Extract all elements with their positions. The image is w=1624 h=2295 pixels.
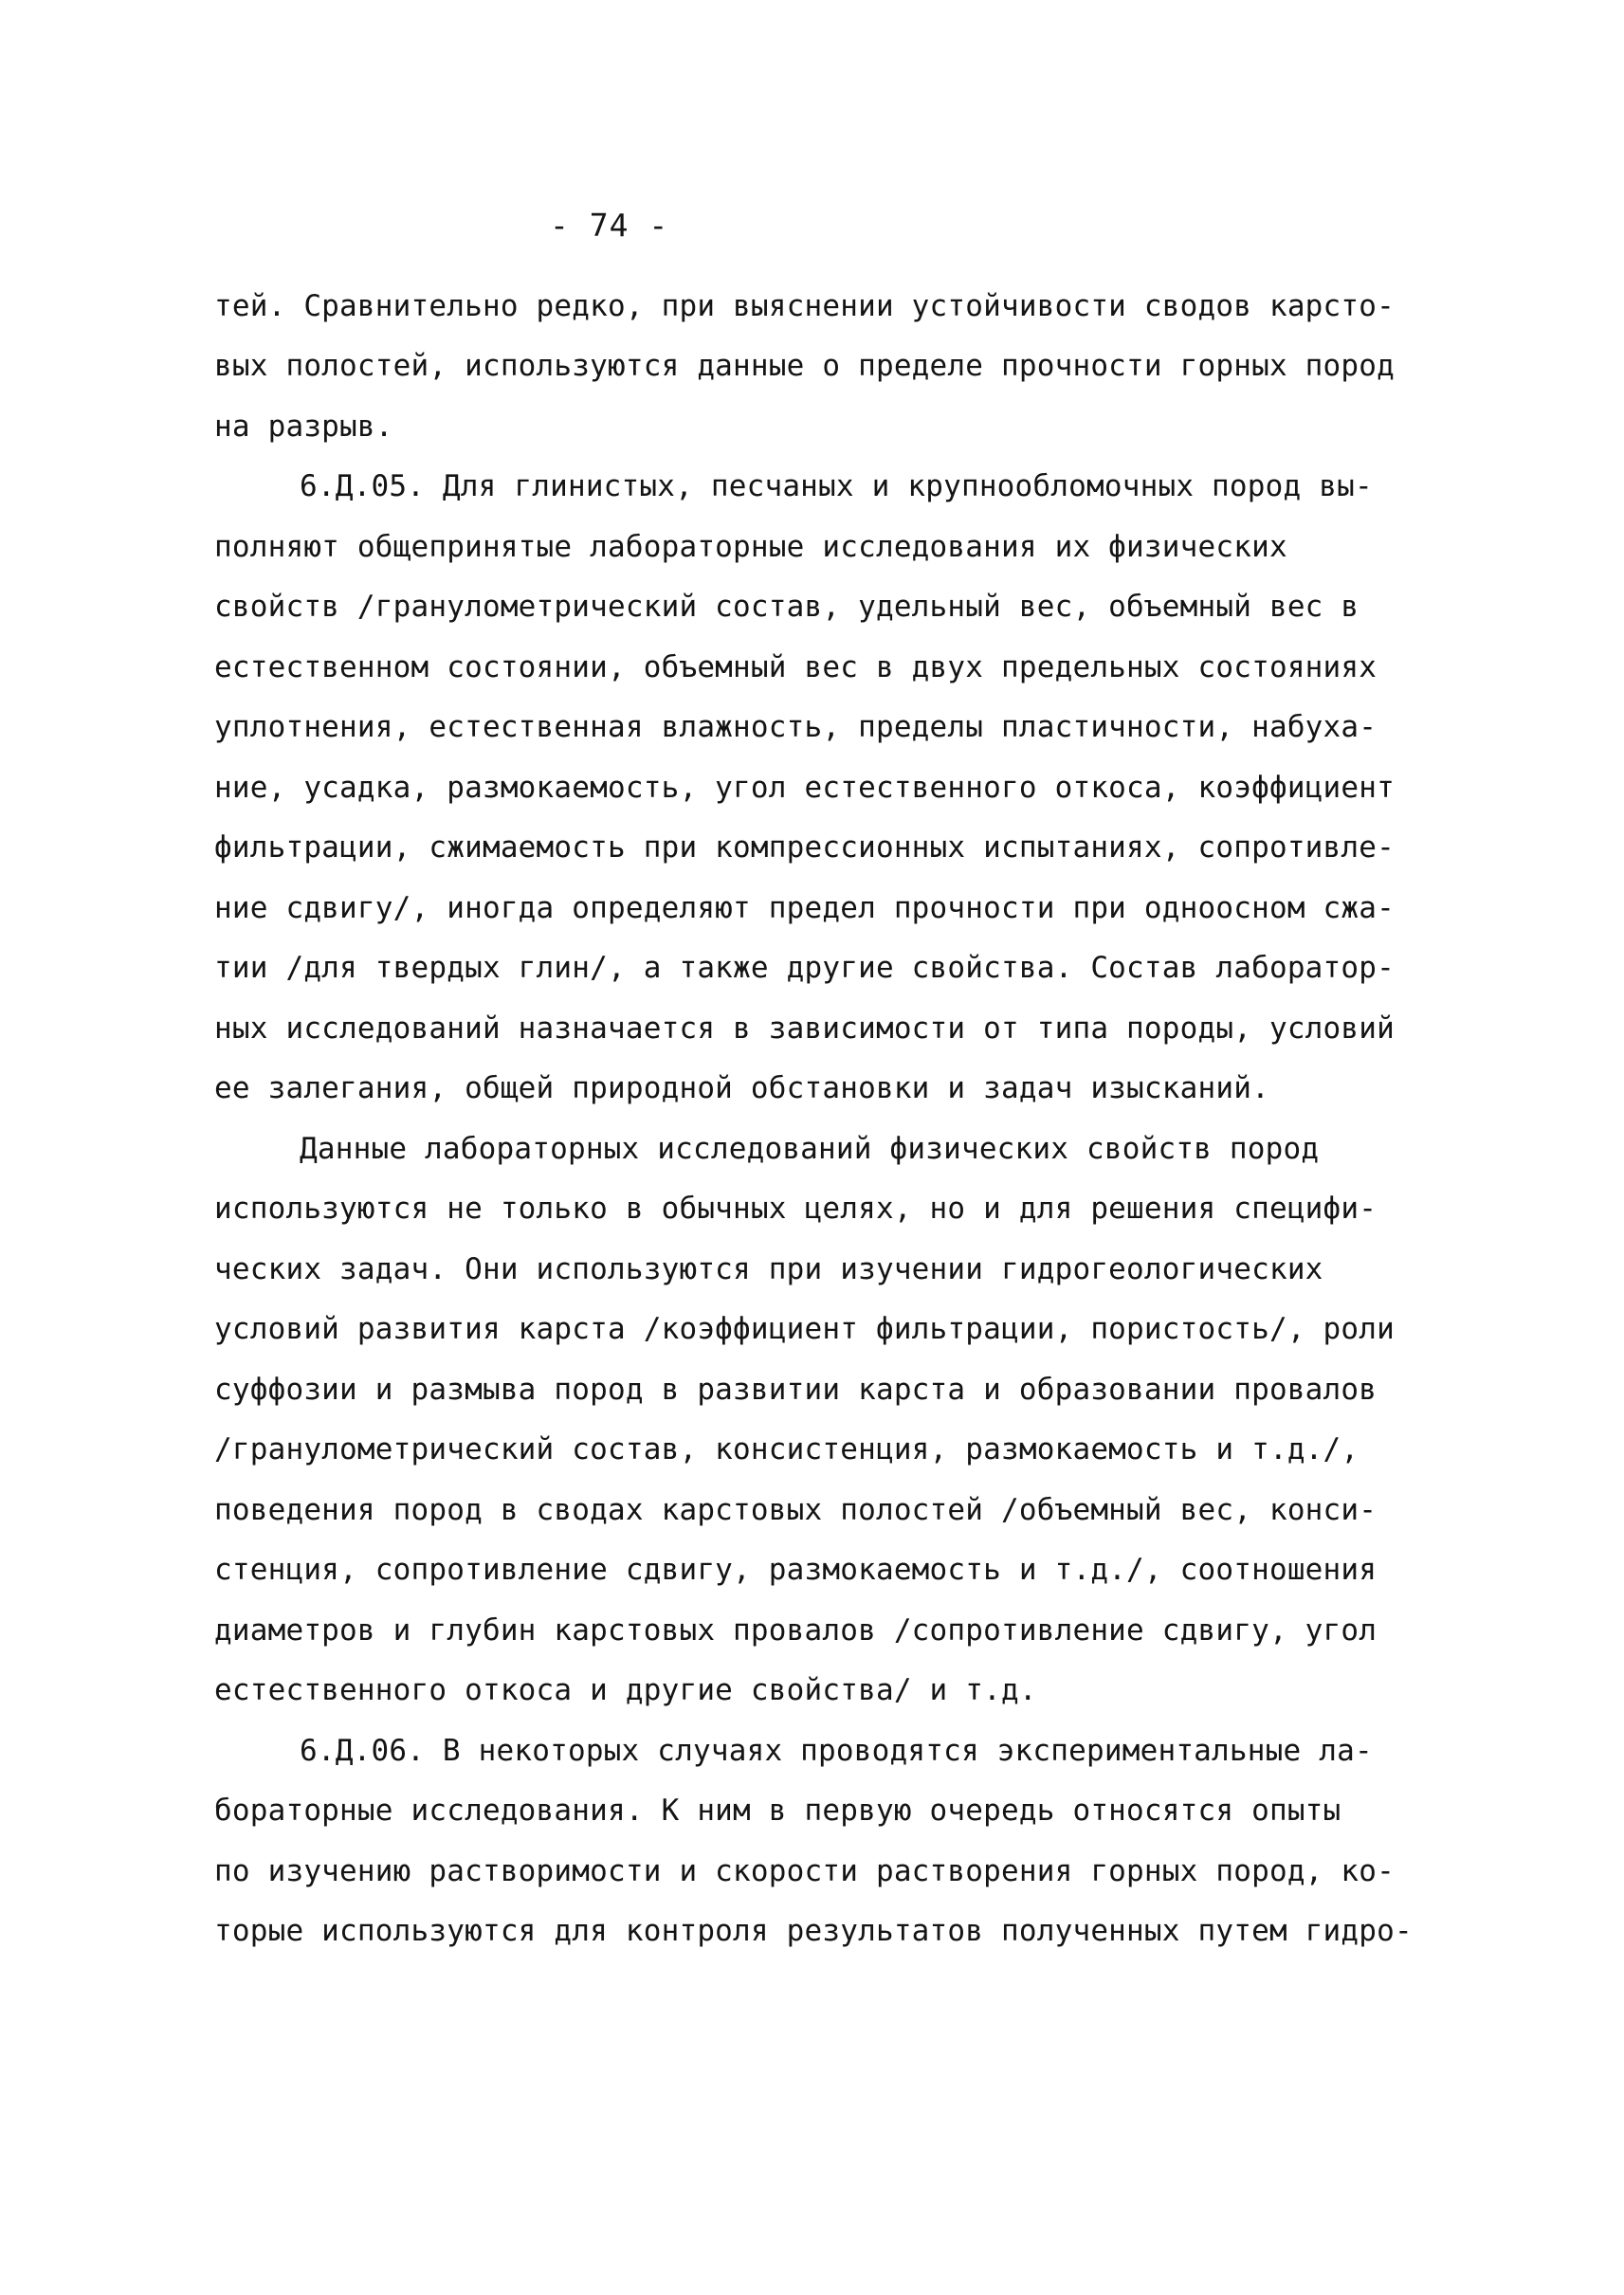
text-line: тей. Сравнительно редко, при выяснении устойчивости сводов карсто-: [214, 289, 1395, 323]
text-line: на разрыв.: [214, 410, 393, 444]
text-line: свойств /гранулометрический состав, удельный вес, объемный вес в: [214, 590, 1359, 624]
text-line: ческих задач. Они используются при изучении гидрогеологических: [214, 1252, 1323, 1286]
text-line: ние, усадка, размокаемость, угол естественного откоса, коэффициент: [214, 771, 1395, 805]
text-line: вых полостей, используются данные о пределе прочности горных пород: [214, 349, 1395, 383]
text-line: уплотнения, естественная влажность, пределы пластичности, набуха-: [214, 710, 1378, 744]
text-line: 6.Д.05. Для глинистых, песчаных и крупнообломочных пород вы-: [300, 469, 1373, 503]
text-line: /гранулометрический состав, консистенция, размокаемость и т.д./,: [214, 1432, 1359, 1466]
text-line: суффозии и размыва пород в развитии карста и образовании провалов: [214, 1373, 1378, 1407]
text-line: ние сдвигу/, иногда определяют предел прочности при одноосном сжа-: [214, 891, 1395, 925]
text-line: бораторные исследования. К ним в первую очередь относятся опыты: [214, 1794, 1341, 1828]
page-number: - 74 -: [550, 207, 669, 244]
text-line: ее залегания, общей природной обстановки и задач изысканий.: [214, 1071, 1269, 1105]
text-line: условий развития карста /коэффициент фильтрации, пористость/, роли: [214, 1312, 1395, 1346]
text-line: естественном состоянии, объемный вес в двух предельных состояниях: [214, 650, 1378, 684]
text-line: по изучению растворимости и скорости растворения горных пород, ко-: [214, 1854, 1395, 1888]
text-line: полняют общепринятые лабораторные исследования их физических: [214, 530, 1287, 564]
text-line: поведения пород в сводах карстовых полостей /объемный вес, конси-: [214, 1493, 1378, 1527]
text-line: фильтрации, сжимаемость при компрессионных испытаниях, сопротивле-: [214, 830, 1395, 865]
text-line: торые используются для контроля результатов полученных путем гидро-: [214, 1914, 1413, 1948]
text-line: 6.Д.06. В некоторых случаях проводятся экспериментальные ла-: [300, 1734, 1373, 1768]
text-line: Данные лабораторных исследований физических свойств пород: [300, 1132, 1320, 1166]
text-line: используются не только в обычных целях, но и для решения специфи-: [214, 1192, 1378, 1226]
text-line: ных исследований назначается в зависимости от типа породы, условий: [214, 1011, 1395, 1046]
text-line: диаметров и глубин карстовых провалов /сопротивление сдвигу, угол: [214, 1613, 1378, 1648]
text-line: тии /для твердых глин/, а также другие свойства. Состав лаборатор-: [214, 951, 1395, 985]
text-line: естественного откоса и другие свойства/ и т.д.: [214, 1673, 1037, 1707]
text-line: стенция, сопротивление сдвигу, размокаемость и т.д./, соотношения: [214, 1553, 1378, 1587]
